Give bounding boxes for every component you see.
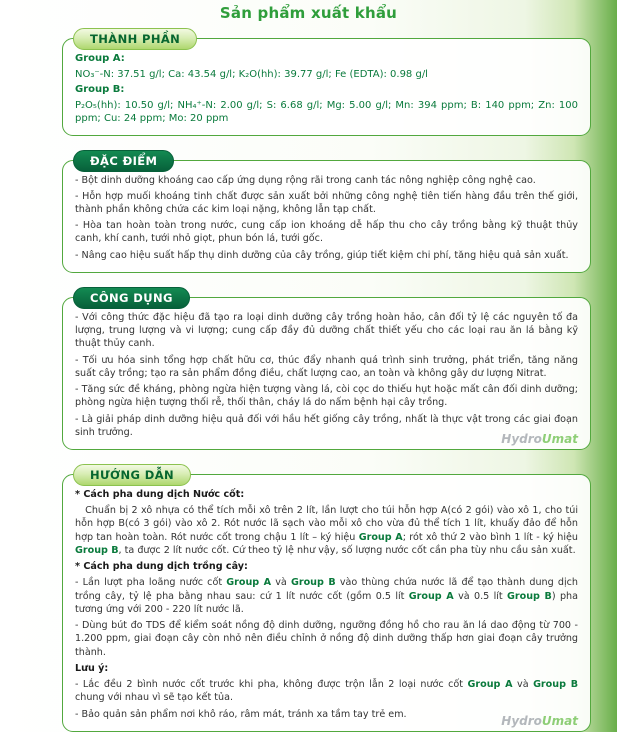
section-cong-dung [62,290,591,450]
watermark-hydro: Hydro [501,432,542,447]
group-a-label: Group A: [75,53,125,64]
huong-dan-paragraph: Lưu ý: [75,662,109,674]
section-huong-dan [62,468,591,732]
dac-diem-content [75,174,578,262]
section-thanh-phan [62,32,591,136]
huong-dan-paragraph: Chuẩn bị 2 xô nhựa có thể tích mỗi xô trên 2 lít, lần lượt cho túi hỗn hợp A(có 2 gói) vào xô 1, cho túi hỗn hợp B(có 3 gói) vào xô 2. Rót nước lã sạch vào mỗi xô cho vừa đủ thể tích 1 lít, khuấy đảo để hỗn hợp tan hoàn toàn. Rót nước cốt trong chậu 1 lít – ký hiệu Group A; rót xô thứ 2 vào bình 1 lít - ký hiệu Group B, ta được 2 lít nước cốt. Cứ theo tỷ lệ như vậy, số lượng nước cốt cần pha tùy nhu cầu sản xuất. [75,505,579,556]
thanh-phan-content [75,52,578,126]
huong-dan-paragraph: - Bảo quản sản phẩm nơi khô ráo, râm mát, tránh xa tầm tay trẻ em. [75,708,407,720]
huong-dan-content [75,488,578,721]
watermark-umat: Umat [541,713,578,728]
cong-dung-bullet: - Tối ưu hóa sinh tổng hợp chất hữu cơ, thúc đẩy nhanh quá trình sinh trưởng, phát triển, tăng năng suất cây trồng; tạo ra sản phẩm đồng điều, chất lượng cao, an toàn và không gây dư lượng Nitrat. [75,354,578,379]
huong-dan-paragraph: * Cách pha dung dịch Nước cốt: [75,489,245,501]
cong-dung-content [75,311,578,439]
section-title-huong-dan: HƯỚNG DẪN [73,464,191,486]
section-title-thanh-phan: THÀNH PHẦN [73,28,197,50]
dac-diem-bullet: - Nâng cao hiệu suất hấp thụ dinh dưỡng của cây trồng, giúp tiết kiệm chi phí, tăng hiệu quả sản xuất. [75,249,569,261]
dac-diem-bullet: - Hòa tan hoàn toàn trong nước, cung cấp ion khoáng dễ hấp thu cho cây trồng bằng kỹ thuật thủy canh, khí canh, tưới nhỏ giọt, phun bón lá, tưới gốc. [75,220,578,245]
huong-dan-paragraph: - Lần lượt pha loãng nước cốt Group A và Group B vào thùng chứa nước lã để tạo thành dung dịch trồng cây, tỷ lệ pha bằng nhau sau: cứ 1 lít nước cốt (gồm 0.5 lít Group A và 0.5 lít Group B) pha tương ứng với 200 - 220 lít nước lã. [75,577,579,615]
cong-dung-bullet: - Với công thức đặc hiệu đã tạo ra loại dinh dưỡng cây trồng hoàn hảo, cân đối tỷ lệ các nguyên tố đa lượng, trung lượng và vi lượng; cung cấp đầy đủ dưỡng chất thiết yếu cho các loại rau ăn lá bằng kỹ thuật thủy canh. [75,311,578,350]
huong-dan-paragraph: - Lắc đều 2 bình nước cốt trước khi pha, không được trộn lẫn 2 loại nước cốt Group A và Group B chung với nhau vì sẽ tạo kết tủa. [75,679,579,704]
cong-dung-bullet: - Là giải pháp dinh dưỡng hiệu quả đối với hầu hết giống cây trồng, nhất là thực vật trong các giai đoạn sinh trưởng. [75,413,578,438]
cong-dung-bullet: - Tăng sức đề kháng, phòng ngừa hiện tượng vàng lá, còi cọc do thiếu hụt hoặc mất cân đối dinh dưỡng; phòng ngừa hiện tượng thối rễ, thối thân, cháy lá do nấm bệnh hại cây trồng. [75,384,578,409]
group-a-values: NO₃⁻-N: 37.51 g/l; Ca: 43.54 g/l; K₂O(hh): 39.77 g/l; Fe (EDTA): 0.98 g/l [75,68,428,80]
page-title: Sản phẩm xuất khẩu [219,4,398,22]
dac-diem-bullet: - Hỗn hợp muối khoáng tinh chất được sản xuất bởi những công nghệ tiên tiến hàng đầu trên thế giới, thành phần không chứa các kim loại nặng, không lẫn tạp chất. [75,190,578,215]
watermark-hydro: Hydro [501,713,542,728]
group-b-values: P₂O₅(hh): 10.50 g/l; NH₄⁺-N: 2.00 g/l; S: 6.68 g/l; Mg: 5.00 g/l; Mn: 394 ppm; B: 140 ppm; Zn: 100 ppm; Cu: 24 ppm; Mo: 20 ppm [75,99,578,124]
dac-diem-bullet: - Bột dinh dưỡng khoáng cao cấp ứng dụng rộng rãi trong canh tác nông nghiệp công nghệ cao. [75,174,536,186]
section-dac-diem [62,153,591,273]
huong-dan-paragraph: - Dùng bút đo TDS để kiểm soát nồng độ dinh dưỡng, ngưỡng đồng hồ cho rau ăn lá dao động từ 700 - 1.200 ppm, giai đoạn cây còn nhỏ nên điều chỉnh ở nồng độ dinh dưỡng thấp hơn giai đoạn cây trưởng thành. [75,620,578,658]
huong-dan-paragraph: * Cách pha dung dịch trồng cây: [75,561,248,573]
watermark-umat: Umat [541,432,578,447]
section-title-cong-dung: CÔNG DỤNG [73,287,190,309]
group-b-label: Group B: [75,84,125,95]
section-title-dac-diem: ĐẶC ĐIỂM [73,150,174,172]
